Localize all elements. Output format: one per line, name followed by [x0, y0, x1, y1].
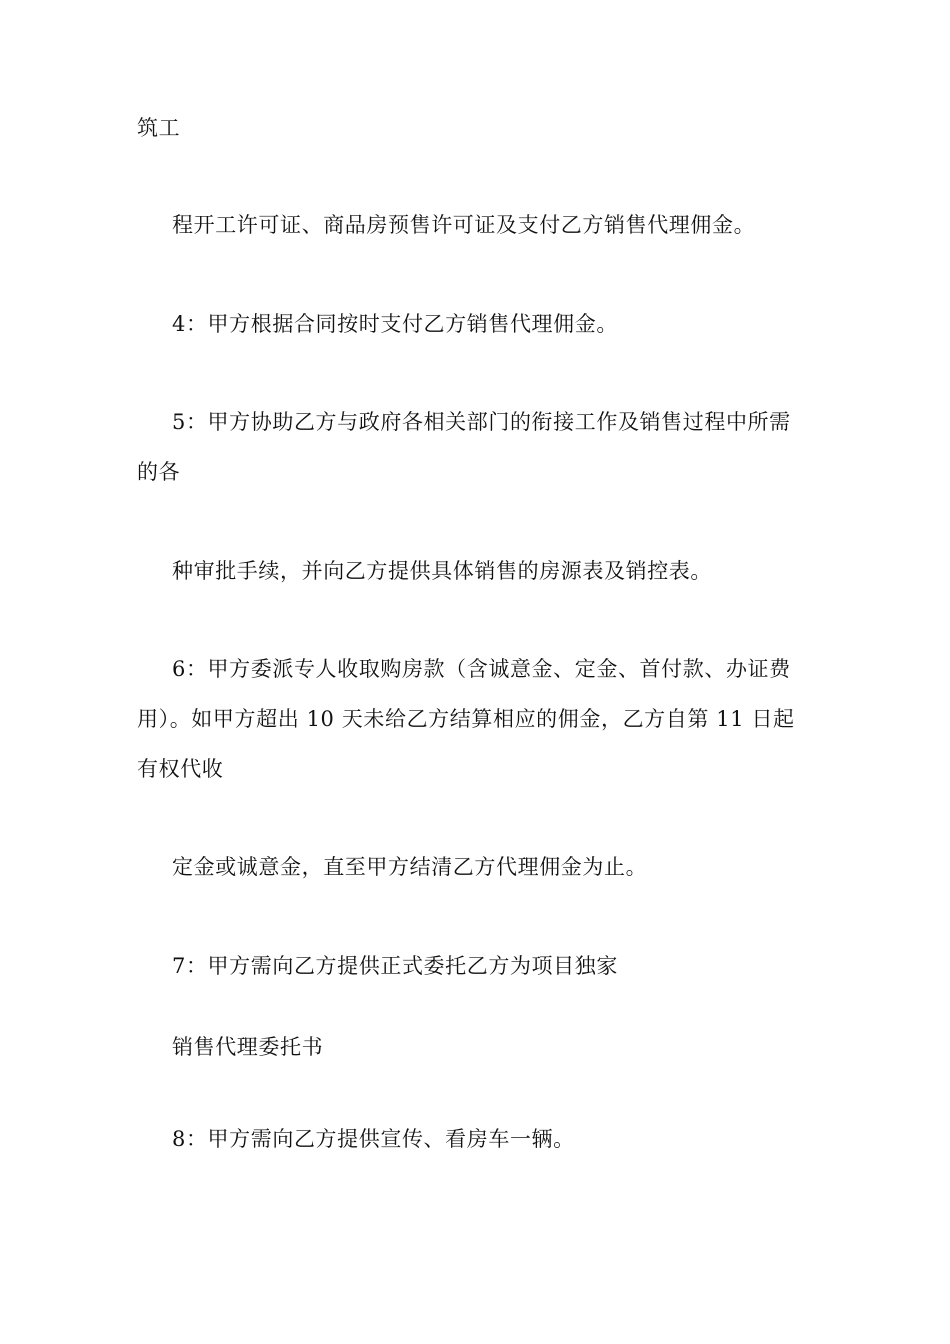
clause-5-line-1: 5：甲方协助乙方与政府各相关部门的衔接工作及销售过程中所需: [172, 410, 791, 434]
clause-7: 7：甲方需向乙方提供正式委托乙方为项目独家: [172, 954, 618, 978]
clause-7-continuation: 销售代理委托书: [172, 1035, 324, 1059]
clause-5-line-2: 的各: [137, 460, 181, 484]
clause-8: 8：甲方需向乙方提供宣传、看房车一辆。: [172, 1127, 575, 1151]
clause-5-continuation: 种审批手续，并向乙方提供具体销售的房源表及销控表。: [172, 559, 712, 583]
text-line-permits: 程开工许可证、商品房预售许可证及支付乙方销售代理佣金。: [172, 213, 756, 237]
clause-6-line-3: 有权代收: [137, 757, 224, 781]
clause-4: 4：甲方根据合同按时支付乙方销售代理佣金。: [172, 312, 618, 336]
clause-6-continuation: 定金或诚意金，直至甲方结清乙方代理佣金为止。: [172, 855, 648, 879]
clause-6-line-1: 6：甲方委派专人收取购房款（含诚意金、定金、首付款、办证费: [172, 657, 791, 681]
clause-6-line-2: 用）。如甲方超出 10 天未给乙方结算相应的佣金，乙方自第 11 日起: [137, 707, 795, 731]
text-line-fragment: 筑工: [137, 116, 181, 140]
